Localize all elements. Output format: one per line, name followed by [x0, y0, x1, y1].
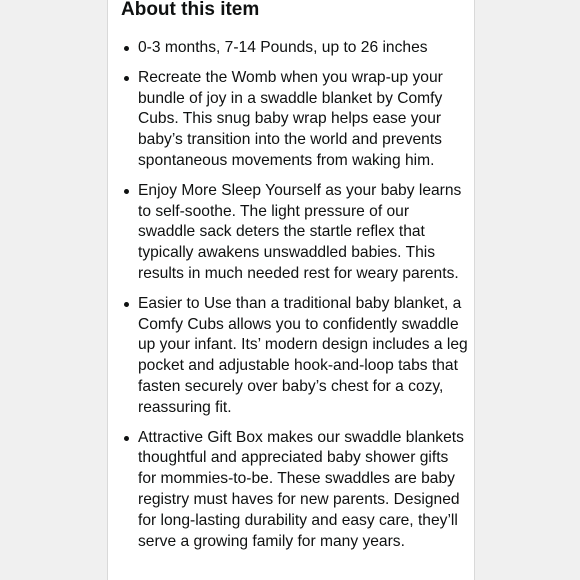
feature-bullet: [108, 181, 474, 285]
feature-bullet-text: Recreate the Womb when you wrap-up your bundle of joy in a swaddle blanket by Comfy Cubs. This snug baby wrap helps ease your baby’s transition into the world and prevents spontaneous movements from waking him.: [138, 68, 443, 169]
feature-bullet: [108, 294, 474, 419]
bullet-dot-icon: [124, 189, 129, 194]
feature-bullet: [108, 428, 474, 553]
bullet-dot-icon: [124, 76, 129, 81]
feature-bullet: [108, 38, 474, 59]
bullet-dot-icon: [124, 302, 129, 307]
about-this-item-panel: [107, 0, 475, 580]
bullet-dot-icon: [124, 436, 129, 441]
feature-bullet: [108, 68, 474, 172]
section-title: About this item: [121, 0, 260, 20]
feature-bullet-text: Enjoy More Sleep Yourself as your baby learns to self-soothe. The light pressure of our swaddle sack deters the startle reflex that typically awakens unswaddled babies. This results in much needed rest for weary parents.: [138, 181, 462, 282]
feature-bullet-text: Attractive Gift Box makes our swaddle blankets thoughtful and appreciated baby shower gifts for mommies-to-be. These swaddles are baby registry must haves for new parents. Designed for long-lasting durability and easy care, they’ll serve a growing family for many years.: [138, 428, 464, 550]
bullet-dot-icon: [124, 46, 129, 51]
feature-bullet-text: 0-3 months, 7-14 Pounds, up to 26 inches: [138, 39, 428, 56]
feature-bullet-list: [108, 38, 474, 561]
feature-bullet-text: Easier to Use than a traditional baby blanket, a Comfy Cubs allows you to confidently swaddle up your infant. Its’ modern design includes a leg pocket and adjustable hook-and-loop tabs that fasten securely over baby’s chest for a cozy, reassuring fit.: [138, 294, 468, 416]
